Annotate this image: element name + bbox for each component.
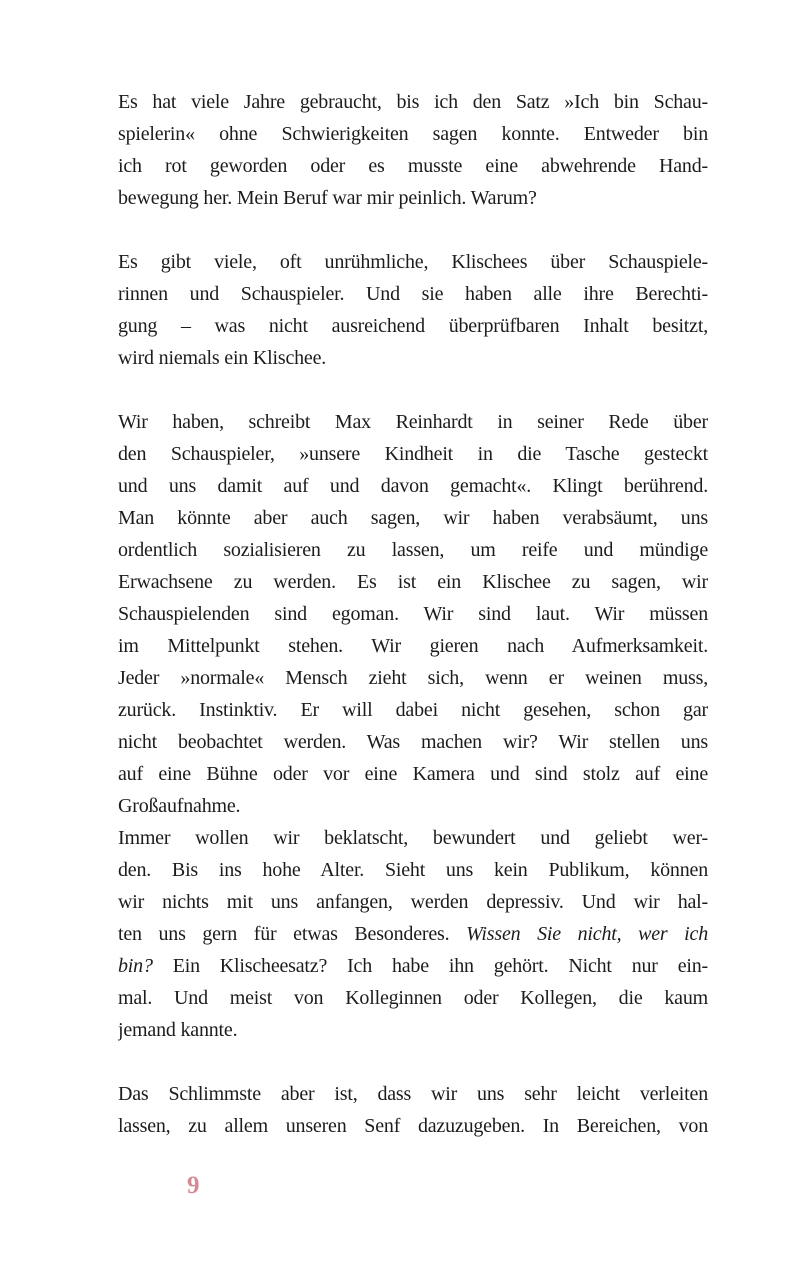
text-segment: lassen, zu allem unseren Senf dazuzugeben. In Bereichen, von [118, 1115, 708, 1137]
text-segment: Erwachsene zu werden. Es ist ein Klischee zu sagen, wir [118, 571, 708, 593]
text-line [118, 470, 708, 502]
italic-text-segment: bin? [118, 955, 153, 977]
text-line [118, 534, 708, 566]
paragraph [118, 406, 708, 822]
text-segment: auf eine Bühne oder vor eine Kamera und sind stolz auf eine [118, 763, 708, 785]
text-line [118, 278, 708, 310]
text-line [118, 822, 708, 854]
text-line [118, 182, 708, 214]
text-line [118, 118, 708, 150]
text-line [118, 310, 708, 342]
text-line [118, 246, 708, 278]
text-line [118, 854, 708, 886]
text-segment: jemand kannte. [118, 1019, 238, 1041]
text-segment: wird niemals ein Klischee. [118, 347, 327, 369]
text-segment: Großaufnahme. [118, 795, 241, 817]
text-segment: den Schauspieler, »unsere Kindheit in die Tasche gesteckt [118, 443, 708, 465]
text-block [118, 86, 708, 1142]
text-line [118, 662, 708, 694]
text-line [118, 950, 708, 982]
text-segment: und uns damit auf und davon gemacht«. Klingt berührend. [118, 475, 708, 497]
text-line [118, 790, 708, 822]
text-segment: gung – was nicht ausreichend überprüfbaren Inhalt besitzt, [118, 315, 708, 337]
text-line [118, 150, 708, 182]
paragraph [118, 246, 708, 374]
text-segment: Immer wollen wir beklatscht, bewundert und geliebt wer- [118, 827, 708, 849]
text-segment: spielerin« ohne Schwierigkeiten sagen konnte. Entweder bin [118, 123, 708, 145]
text-segment: nicht beobachtet werden. Was machen wir? Wir stellen uns [118, 731, 708, 753]
text-segment: mal. Und meist von Kolleginnen oder Kollegen, die kaum [118, 987, 708, 1009]
text-line [118, 1014, 708, 1046]
text-line [118, 438, 708, 470]
text-segment: bewegung her. Mein Beruf war mir peinlich. Warum? [118, 187, 537, 209]
text-line [118, 406, 708, 438]
italic-text-segment: Wissen Sie nicht, wer ich [466, 923, 708, 945]
text-line [118, 982, 708, 1014]
text-segment: rinnen und Schauspieler. Und sie haben alle ihre Berechti- [118, 283, 708, 305]
text-segment: Wir haben, schreibt Max Reinhardt in seiner Rede über [118, 411, 708, 433]
text-segment: im Mittelpunkt stehen. Wir gieren nach Aufmerksamkeit. [118, 635, 708, 657]
text-line [118, 630, 708, 662]
text-segment: zurück. Instinktiv. Er will dabei nicht gesehen, schon gar [118, 699, 708, 721]
paragraph [118, 1078, 708, 1142]
text-line [118, 694, 708, 726]
text-line [118, 1110, 708, 1142]
paragraph [118, 822, 708, 1046]
text-segment: Man könnte aber auch sagen, wir haben verabsäumt, uns [118, 507, 708, 529]
text-segment: ten uns gern für etwas Besonderes. [118, 923, 467, 945]
text-segment: Es gibt viele, oft unrühmliche, Klischees über Schauspiele- [118, 251, 708, 273]
text-line [118, 566, 708, 598]
text-line [118, 1078, 708, 1110]
paragraph [118, 86, 708, 214]
text-line [118, 86, 708, 118]
text-segment: wir nichts mit uns anfangen, werden depressiv. Und wir hal- [118, 891, 708, 913]
text-line [118, 726, 708, 758]
page-number: 9 [187, 1172, 200, 1199]
text-line [118, 918, 708, 950]
text-line [118, 886, 708, 918]
text-segment: Ein Klischeesatz? Ich habe ihn gehört. Nicht nur ein- [152, 955, 708, 977]
text-line [118, 758, 708, 790]
text-segment: Es hat viele Jahre gebraucht, bis ich den Satz »Ich bin Schau- [118, 91, 708, 113]
text-line [118, 342, 708, 374]
text-segment: Das Schlimmste aber ist, dass wir uns sehr leicht verleiten [118, 1083, 708, 1105]
text-segment: Jeder »normale« Mensch zieht sich, wenn er weinen muss, [118, 667, 708, 689]
text-segment: Schauspielenden sind egoman. Wir sind laut. Wir müssen [118, 603, 708, 625]
text-segment: den. Bis ins hohe Alter. Sieht uns kein Publikum, können [118, 859, 708, 881]
text-line [118, 502, 708, 534]
text-segment: ich rot geworden oder es musste eine abwehrende Hand- [118, 155, 708, 177]
text-segment: ordentlich sozialisieren zu lassen, um reife und mündige [118, 539, 708, 561]
text-line [118, 598, 708, 630]
